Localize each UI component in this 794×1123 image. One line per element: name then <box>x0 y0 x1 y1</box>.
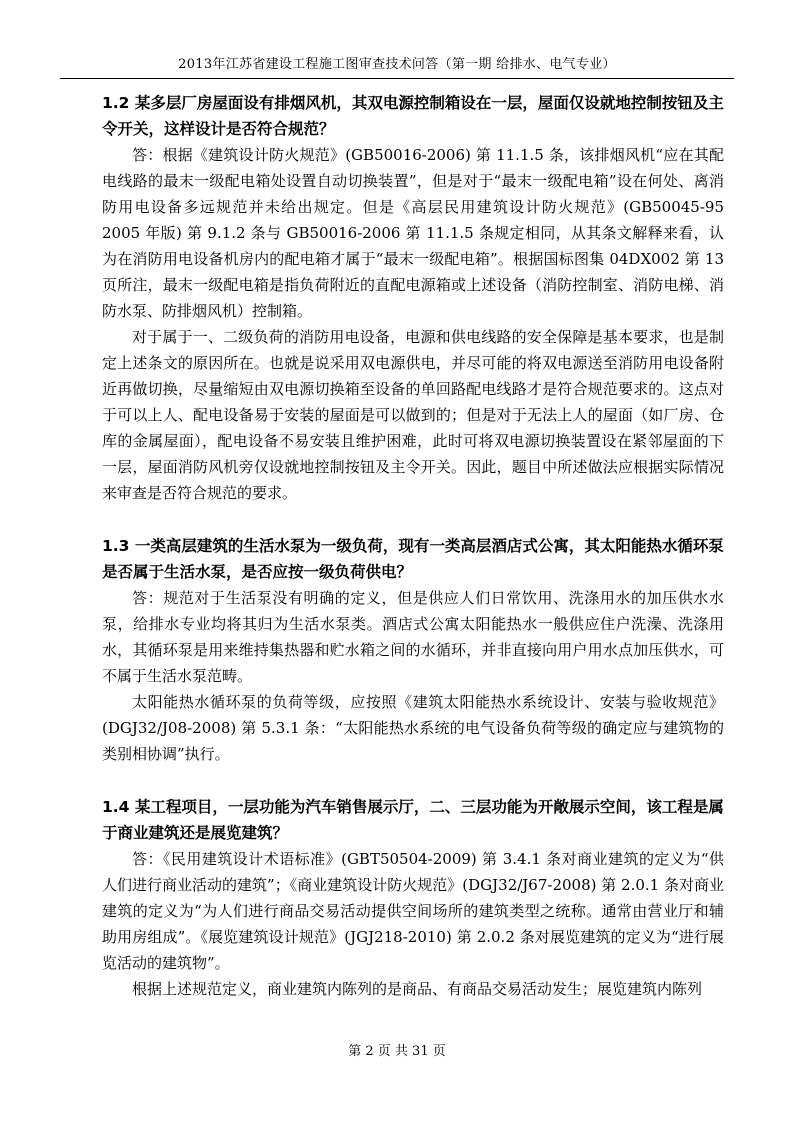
document-body <box>102 90 724 1002</box>
section-gap <box>102 506 724 533</box>
question-heading: 1.4 某工程项目，一层功能为汽车销售展示厅，二、三层功能为开敞展示空间，该工程是属于商业建筑还是展览建筑？ <box>102 798 724 842</box>
page-footer: 第 2 页 共 31 页 <box>348 1044 446 1059</box>
answer-paragraph: 对于属于一、二级负荷的消防用电设备，电源和供电线路的安全保障是基本要求，也是制定上述条文的原因所在。也就是说采用双电源供电，并尽可能的将双电源送至消防用电设备附近再做切换，尽量缩短由双电源切换箱至设备的单回路配电线路才是符合规范要求的。这点对于可以上人、配电设备易于安装的屋面是可以做到的；但是对于无法上人的屋面（如厂房、仓库的金属屋面），配电设备不易安装且维护困难，此时可将双电源切换装置设在紧邻屋面的下一层，屋面消防风机旁仅设就地控制按钮及主令开关。因此，题目中所述做法应根据实际情况来审查是否符合规范的要求。 <box>102 328 724 502</box>
answer-paragraph: 答：规范对于生活泵没有明确的定义，但是供应人们日常饮用、洗涤用水的加压供水水泵，给排水专业均将其归为生活水泵类。酒店式公寓太阳能热水一般供应住户洗澡、洗涤用水，其循环泵是用来维持集热器和贮水箱之间的水循环，并非直接向用户用水点加压供水，可不属于生活水泵范畴。 <box>102 589 724 685</box>
answer-paragraph: 根据上述规范定义，商业建筑内陈列的是商品、有商品交易活动发生；展览建筑内陈列 <box>132 980 703 998</box>
answer-paragraph: 太阳能热水循环泵的负荷等级，应按照《建筑太阳能热水系统设计、安装与验收规范》(DGJ32/J08-2008) 第 5.3.1 条：“太阳能热水系统的电气设备负荷等级的确定应与建筑物的类别相协调”执行。 <box>102 693 724 763</box>
answer-paragraph: 答：根据《建筑设计防火规范》(GB50016-2006) 第 11.1.5 条，该排烟风机“应在其配电线路的最末一级配电箱处设置自动切换装置”，但是对于“最末一级配电箱”设在何处、离消防用电设备多远规范并未给出规定。但是《高层民用建筑设计防火规范》(GB50045-95 2005 年版) 第 9.1.2 条与 GB50016-2006 第 11.1.5 条规定相同，从其条文解释来看，认为在消防用电设备机房内的配电箱才属于“最末一级配电箱”。根据国标图集 04DX002 第 13 页所注，最末一级配电箱是指负荷附近的直配电源箱或上述设备（消防控制室、消防电梯、消防水泵、防排烟风机）控制箱。 <box>102 146 724 320</box>
question-heading: 1.3 一类高层建筑的生活水泵为一级负荷，现有一类高层酒店式公寓，其太阳能热水循环泵是否属于生活水泵，是否应按一级负荷供电？ <box>102 537 724 581</box>
answer-paragraph: 答：《民用建筑设计术语标准》(GBT50504-2009) 第 3.4.1 条对商业建筑的定义为“供人们进行商业活动的建筑”；《商业建筑设计防火规范》(DGJ32/J67-2008) 第 2.0.1 条对商业建筑的定义为“为人们进行商品交易活动提供空间场所的建筑类型之统称。通常由营业厅和辅助用房组成”。《展览建筑设计规范》(JGJ218-2010) 第 2.0.2 条对展览建筑的定义为“进行展览活动的建筑物”。 <box>102 850 724 972</box>
section-gap <box>102 767 724 794</box>
question-heading: 1.2 某多层厂房屋面设有排烟风机，其双电源控制箱设在一层，屋面仅设就地控制按钮及主令开关，这样设计是否符合规范？ <box>102 94 724 138</box>
page-header: 2013年江苏省建设工程施工图审查技术问答（第一期 给排水、电气专业） <box>60 53 734 79</box>
